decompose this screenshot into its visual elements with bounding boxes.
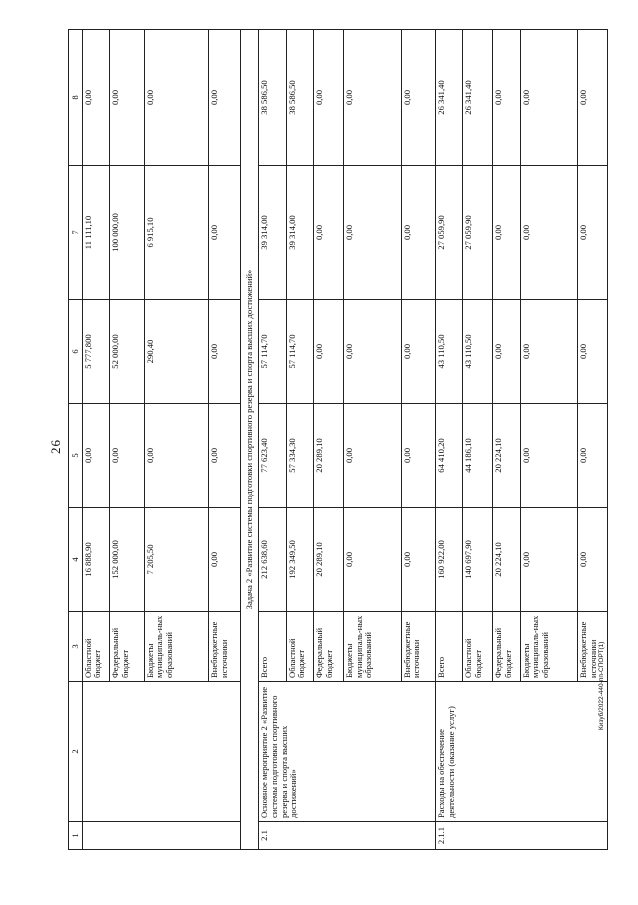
value-cell: 27 059,90 (435, 166, 463, 300)
value-cell: 0,00 (208, 30, 240, 166)
source-cell: Областной бюджет (82, 612, 110, 682)
source-cell: Внебюджетные источники (208, 612, 240, 682)
value-cell: 0,00 (144, 404, 208, 508)
value-cell: 39 314,00 (286, 166, 314, 300)
value-cell: 0,00 (401, 404, 435, 508)
value-cell: 27 059,90 (463, 166, 493, 300)
value-cell: 20 224,10 (493, 404, 521, 508)
value-cell: 160 922,00 (435, 508, 463, 612)
value-cell: 0,00 (208, 404, 240, 508)
value-cell: 0,00 (344, 30, 401, 166)
value-cell: 20 224,10 (493, 508, 521, 612)
value-cell: 0,00 (493, 30, 521, 166)
task-title: Задача 2 «Развитие системы подготовки спортивного резерва и спорта высших достижений» (240, 30, 258, 850)
value-cell: 140 697,90 (463, 508, 493, 612)
value-cell: 0,00 (520, 300, 577, 404)
col-number: 4 (69, 508, 83, 612)
col-number: 2 (69, 682, 83, 822)
num-cell: 2.1.1 (435, 822, 607, 850)
value-cell: 0,00 (578, 30, 608, 166)
value-cell: 0,00 (401, 300, 435, 404)
budget-table (68, 30, 608, 850)
value-cell: 0,00 (208, 300, 240, 404)
value-cell: 0,00 (344, 300, 401, 404)
value-cell: 0,00 (520, 30, 577, 166)
value-cell: 57 114,70 (259, 300, 287, 404)
value-cell: 0,00 (208, 508, 240, 612)
source-cell: Областной бюджет (463, 612, 493, 682)
task-row (240, 30, 258, 850)
value-cell: 38 586,50 (286, 30, 314, 166)
source-cell: Бюджеты муниципаль-ных образований (520, 612, 577, 682)
source-cell: Федеральный бюджет (493, 612, 521, 682)
value-cell: 0,00 (493, 300, 521, 404)
value-cell: 0,00 (493, 166, 521, 300)
value-cell: 43 110,50 (435, 300, 463, 404)
value-cell: 0,00 (208, 166, 240, 300)
num-cell: 2.1 (259, 822, 436, 850)
value-cell: 0,00 (401, 166, 435, 300)
source-cell: Внебюджетные источники (401, 612, 435, 682)
value-cell: 152 000,00 (110, 508, 144, 612)
num-cell (82, 822, 240, 850)
value-cell: 5 777,800 (82, 300, 110, 404)
value-cell: 64 410,20 (435, 404, 463, 508)
value-cell: 192 349,50 (286, 508, 314, 612)
col-number: 7 (69, 166, 83, 300)
value-cell: 0,00 (520, 508, 577, 612)
value-cell: 0,00 (314, 30, 344, 166)
source-cell: Бюджеты муниципаль-ных образований (344, 612, 401, 682)
source-cell: Всего (435, 612, 463, 682)
value-cell: 0,00 (401, 508, 435, 612)
value-cell: 290,40 (144, 300, 208, 404)
col-number: 8 (69, 30, 83, 166)
value-cell: 11 111,10 (82, 166, 110, 300)
value-cell: 0,00 (144, 30, 208, 166)
value-cell: 7 205,50 (144, 508, 208, 612)
value-cell: 0,00 (110, 30, 144, 166)
value-cell: 0,00 (82, 30, 110, 166)
title-cell (82, 682, 240, 822)
value-cell: 0,00 (344, 404, 401, 508)
column-number-row (69, 30, 83, 850)
source-cell: Всего (259, 612, 287, 682)
value-cell: 0,00 (401, 30, 435, 166)
value-cell: 0,00 (110, 404, 144, 508)
document-code: Кизуб/2022-440-пп-СПОРТ(1) (598, 641, 605, 730)
value-cell: 38 586,50 (259, 30, 287, 166)
value-cell: 16 888,90 (82, 508, 110, 612)
value-cell: 39 314,00 (259, 166, 287, 300)
value-cell: 0,00 (82, 404, 110, 508)
value-cell: 0,00 (578, 166, 608, 300)
value-cell: 0,00 (578, 404, 608, 508)
value-cell: 0,00 (314, 166, 344, 300)
value-cell: 57 114,70 (286, 300, 314, 404)
value-cell: 43 110,50 (463, 300, 493, 404)
value-cell: 100 000,00 (110, 166, 144, 300)
value-cell: 20 289,10 (314, 404, 344, 508)
title-cell: Расходы на обеспечение деятельности (оказание услуг) (435, 682, 607, 822)
value-cell: 44 186,10 (463, 404, 493, 508)
value-cell: 0,00 (344, 166, 401, 300)
value-cell: 57 334,30 (286, 404, 314, 508)
table-row (82, 30, 110, 850)
value-cell: 212 638,60 (259, 508, 287, 612)
value-cell: 0,00 (578, 508, 608, 612)
source-cell: Федеральный бюджет (314, 612, 344, 682)
value-cell: 0,00 (344, 508, 401, 612)
value-cell: 6 915,10 (144, 166, 208, 300)
value-cell: 52 000,00 (110, 300, 144, 404)
table-row (259, 30, 287, 850)
value-cell: 26 341,40 (463, 30, 493, 166)
source-cell: Областной бюджет (286, 612, 314, 682)
col-number: 1 (69, 822, 83, 850)
value-cell: 77 623,40 (259, 404, 287, 508)
source-cell: Бюджеты муниципаль-ных образований (144, 612, 208, 682)
col-number: 5 (69, 404, 83, 508)
source-cell: Внебюджетные источники (578, 612, 608, 682)
value-cell: 0,00 (578, 300, 608, 404)
value-cell: 0,00 (520, 166, 577, 300)
value-cell: 0,00 (314, 300, 344, 404)
page-number: 26 (48, 439, 63, 454)
table-row (435, 30, 463, 850)
value-cell: 26 341,40 (435, 30, 463, 166)
title-cell: Основное мероприятие 2 «Развитие системы подготовки спортивного резерва и спорта высших достижений» (259, 682, 436, 822)
value-cell: 0,00 (520, 404, 577, 508)
source-cell: Федеральный бюджет (110, 612, 144, 682)
value-cell: 20 289,10 (314, 508, 344, 612)
col-number: 6 (69, 300, 83, 404)
col-number: 3 (69, 612, 83, 682)
